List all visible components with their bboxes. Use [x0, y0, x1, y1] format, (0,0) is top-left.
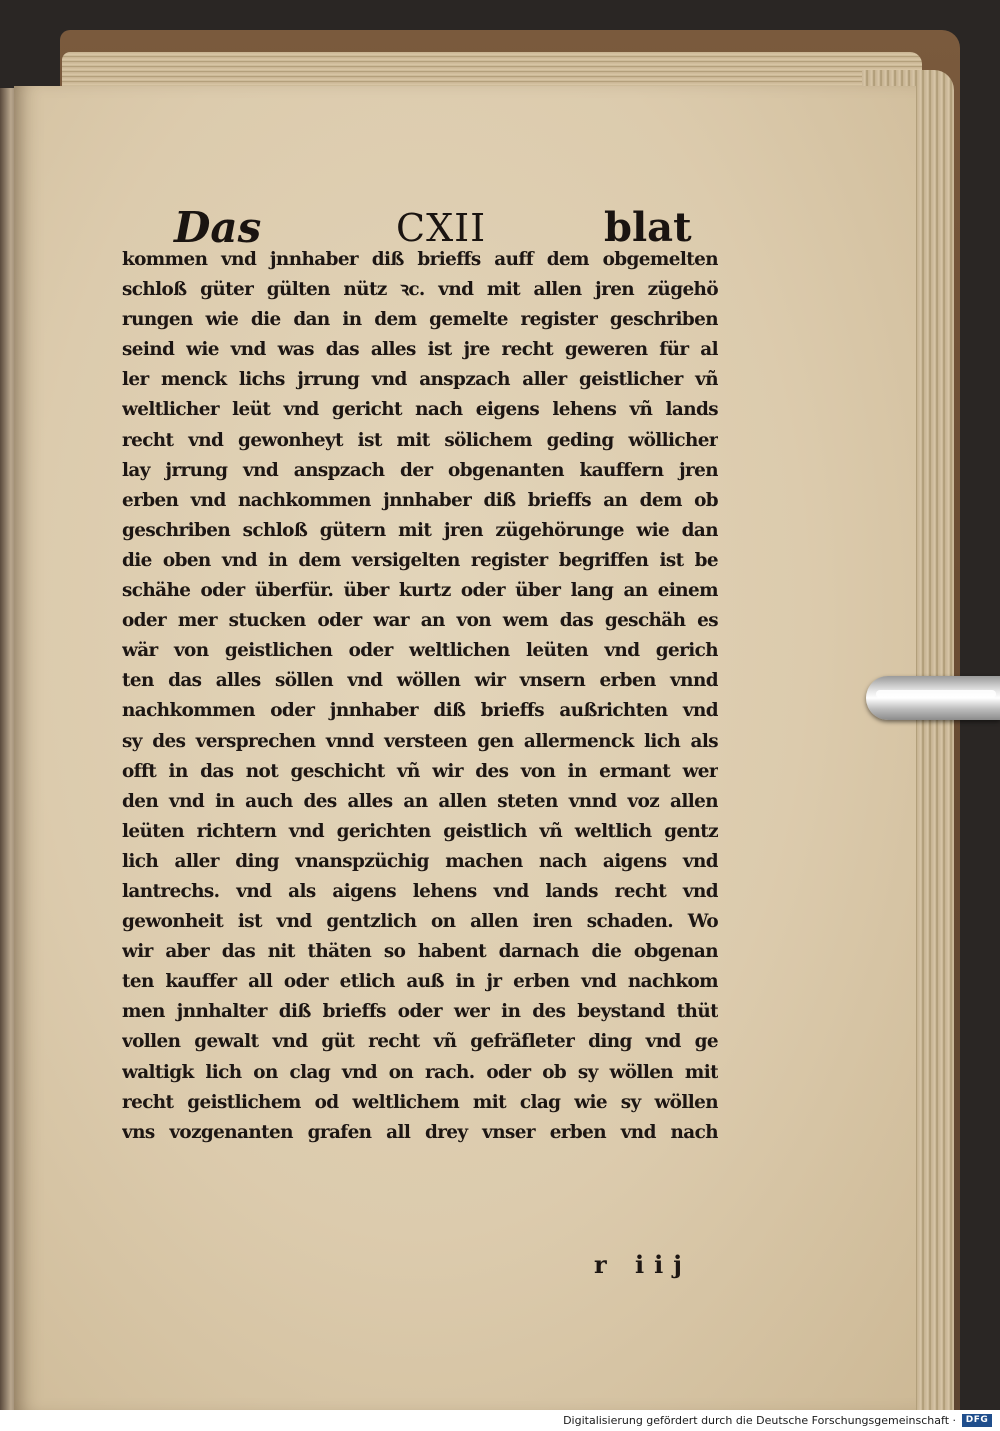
header-left: Das	[174, 203, 262, 252]
text-line: leüten richtern vnd gerichten geistlich vñ weltlich gentz	[122, 820, 718, 842]
page-clip	[866, 676, 1000, 720]
text-line: erben vnd nachkommen jnnhaber diß brieffs an dem ob	[122, 489, 718, 511]
text-line: ten kauffer all oder etlich auß in jr erben vnd nachkom	[122, 971, 718, 993]
footer-bar	[0, 1410, 1000, 1431]
text-line: rungen wie die dan in dem gemelte register geschriben	[122, 309, 718, 331]
text-line: nachkommen oder jnnhaber diß brieffs außrichten vnd	[122, 700, 718, 722]
text-line: wir aber das nit thäten so habent darnach die obgenan	[122, 941, 718, 963]
footer-credit: Digitalisierung gefördert durch die Deutsche Forschungsgemeinschaft ·	[563, 1414, 956, 1427]
text-line: men jnnhalter diß brieffs oder wer in des beystand thüt	[122, 1001, 718, 1023]
text-line: waltigk lich on clag vnd on rach. oder ob sy wöllen mit	[122, 1061, 718, 1083]
signature-mark: r iij	[594, 1250, 692, 1279]
text-line: schähe oder überfür. über kurtz oder über lang an einem	[122, 580, 718, 602]
text-line: geschriben schloß gütern mit jren zügehörunge wie dan	[122, 519, 718, 541]
header-right: blat	[604, 204, 692, 251]
text-line: kommen vnd jnnhaber diß brieffs auff dem obgemelten	[122, 249, 718, 270]
text-line: oder mer stucken oder war an von wem das geschäh es	[122, 610, 718, 632]
body-text	[122, 245, 718, 1148]
text-line: sy des versprechen vnnd versteen gen allermenck lich als	[122, 730, 718, 752]
text-line: recht geistlichem od weltlichem mit clag wie sy wöllen	[122, 1091, 718, 1113]
text-line: den vnd in auch des alles an allen steten vnnd voz allen	[122, 790, 718, 812]
text-line: seind wie vnd was das alles ist jre recht geweren für al	[122, 339, 718, 361]
book-page	[14, 86, 916, 1410]
text-line: ten das alles söllen vnd wöllen wir vnsern erben vnnd	[122, 670, 718, 692]
text-line: die oben vnd in dem versigelten register begriffen ist be	[122, 549, 718, 571]
dfg-logo: DFG	[962, 1414, 992, 1427]
text-line: ler menck lichs jrrung vnd anspzach aller geistlicher vñ	[122, 369, 718, 391]
text-line: wär von geistlichen oder weltlichen leüten vnd gerich	[122, 640, 718, 662]
text-line: offt in das not geschicht vñ wir des von in ermant wer	[122, 760, 718, 782]
text-line: lay jrrung vnd anspzach der obgenanten kauffern jren	[122, 459, 718, 481]
text-line: lich aller ding vnanspzüchig machen nach aigens vnd	[122, 850, 718, 872]
text-line: schloß güter gülten nütz ꝛc. vnd mit allen jren zügehö	[122, 279, 718, 301]
text-line: vollen gewalt vnd güt recht vñ gefräfleter ding vnd ge	[122, 1031, 718, 1053]
folio-number: CXII	[396, 206, 487, 250]
text-line: recht vnd gewonheyt ist mit sölichem geding wöllicher	[122, 429, 718, 451]
text-line: gewonheit ist vnd gentzlich on allen iren schaden. Wo	[122, 911, 718, 933]
text-line: lantrechs. vnd als aigens lehens vnd lands recht vnd	[122, 880, 718, 902]
page-top-edge	[62, 52, 922, 88]
text-line: vns vozgenanten grafen all drey vnser erben vnd nach	[122, 1121, 718, 1143]
text-line: weltlicher leüt vnd gericht nach eigens lehens vñ lands	[122, 399, 718, 421]
